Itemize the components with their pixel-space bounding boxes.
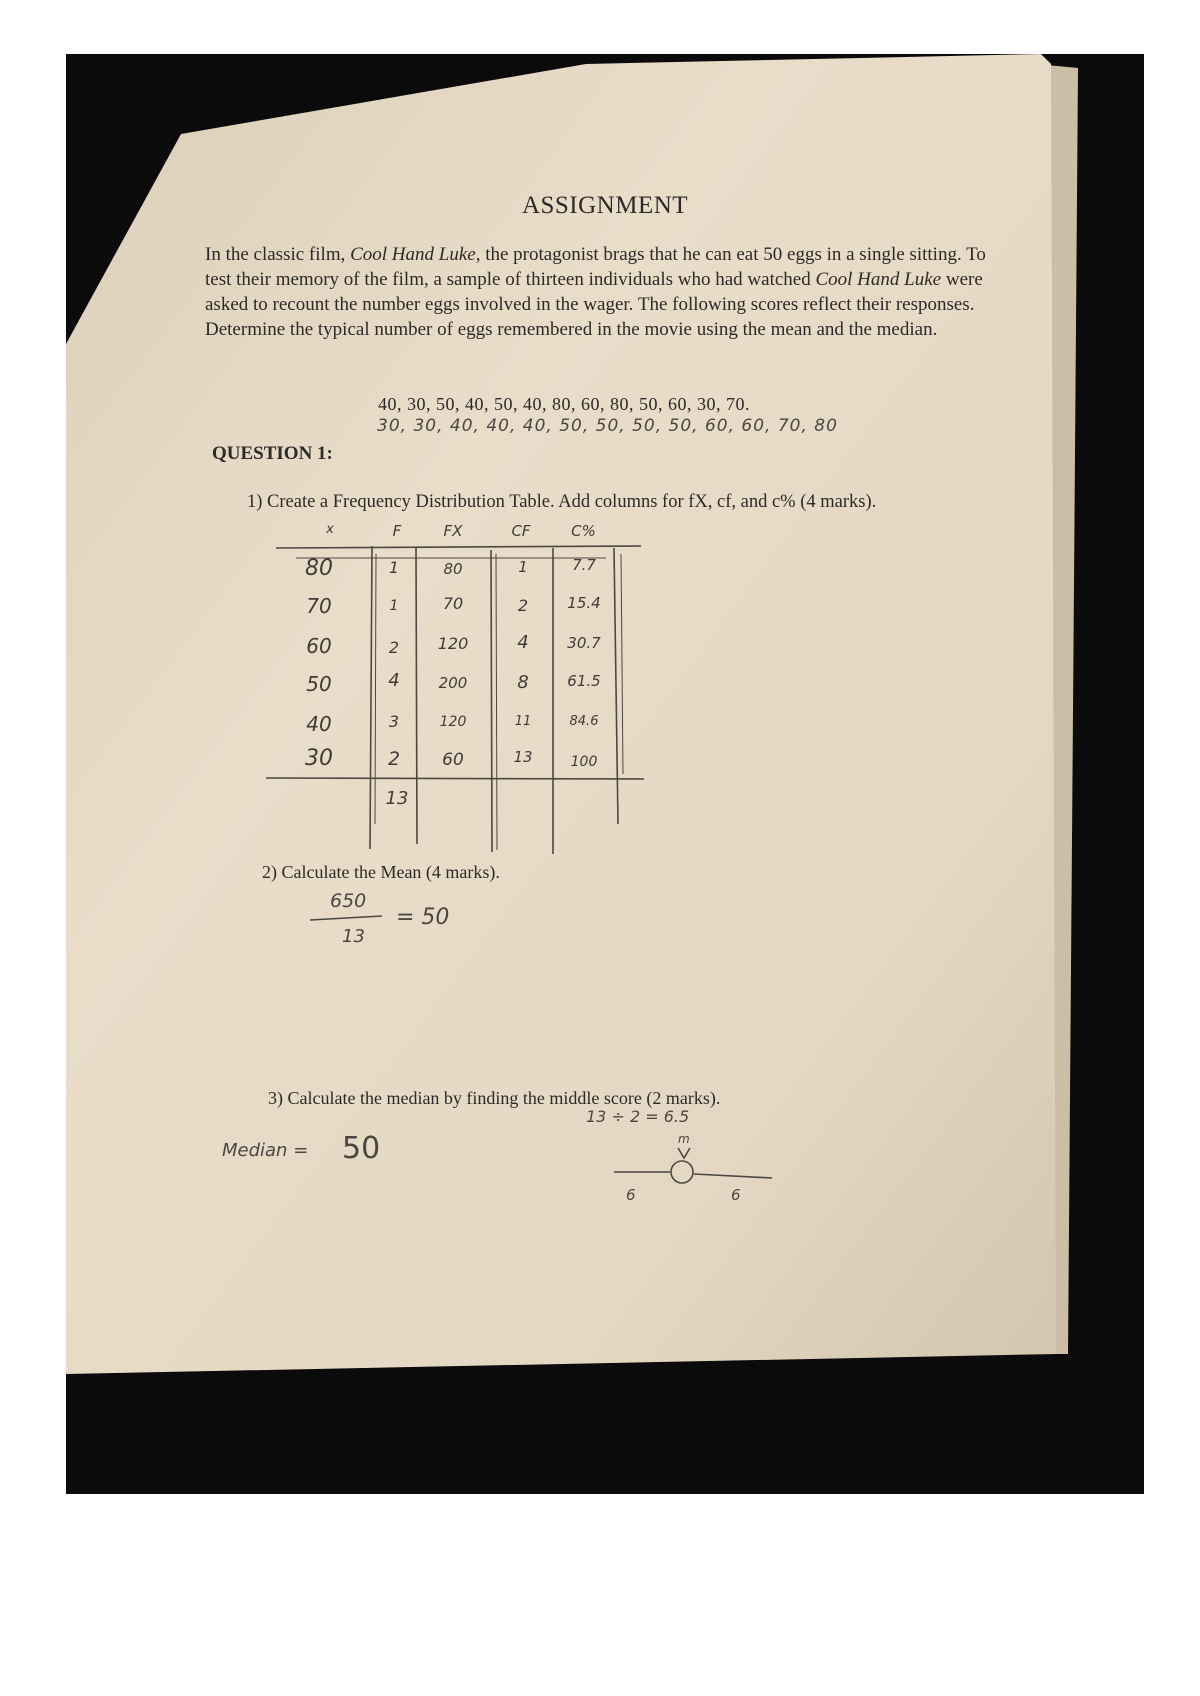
cell-cpct: 84.6 [569, 714, 599, 729]
table-header-cpct: C% [571, 522, 596, 540]
cell-cf: 1 [518, 558, 528, 576]
cell-x: 50 [306, 672, 332, 696]
intro-text-1: In the classic film, [205, 244, 351, 265]
median-marker-label: m [678, 1132, 690, 1146]
mean-result: = 50 [396, 905, 450, 930]
cell-f: 3 [388, 712, 400, 731]
median-right-count: 6 [731, 1186, 741, 1204]
cell-x: 40 [306, 712, 332, 736]
table-header-cf: CF [511, 522, 531, 540]
median-value: 50 [342, 1131, 381, 1166]
cell-cpct: 61.5 [567, 672, 601, 690]
cell-cf: 13 [513, 748, 533, 766]
cell-x: 30 [305, 746, 333, 771]
cell-cpct: 15.4 [567, 594, 601, 612]
cell-f: 2 [388, 638, 400, 657]
cell-cf: 4 [517, 632, 529, 653]
cell-x: 60 [306, 634, 332, 658]
cell-cf: 11 [514, 714, 532, 729]
cell-cpct: 7.7 [572, 556, 596, 574]
task-3-prompt: 3) Calculate the median by finding the middle score (2 marks). [268, 1088, 721, 1108]
task-2-prompt: 2) Calculate the Mean (4 marks). [262, 862, 500, 882]
intro-text-2: , the protagonist brags that he can eat 50 eggs in a single sitting. To test their memory of the film, a sample of thirteen individuals who had watched [205, 244, 986, 290]
cell-f: 1 [389, 598, 399, 614]
cell-cf: 8 [517, 672, 529, 693]
cell-x: 80 [305, 556, 333, 581]
cell-cf: 2 [517, 596, 529, 615]
cell-fx: 70 [442, 594, 464, 613]
median-number-line [66, 54, 1144, 1494]
table-header-f: F [392, 522, 402, 540]
film-title: Cool Hand Luke [350, 244, 476, 265]
question-1-label: QUESTION 1: [212, 443, 333, 464]
cell-cpct: 30.7 [567, 634, 601, 652]
film-title: Cool Hand Luke [815, 269, 942, 290]
mean-numerator: 650 [330, 890, 367, 912]
cell-f: 2 [387, 748, 401, 770]
table-total-f: 13 [385, 788, 409, 809]
assignment-title: ASSIGNMENT [521, 192, 689, 219]
median-label: Median = [222, 1140, 309, 1161]
table-header-fx: FX [443, 522, 463, 540]
task-1-prompt: 1) Create a Frequency Distribution Table. Add columns for fX, cf, and c% (4 marks). [247, 492, 877, 512]
table-header-x: x [326, 522, 334, 537]
cell-fx: 80 [443, 560, 463, 578]
intro-text-3: were asked to recount the number eggs involved in the wager. The following scores reflect their responses. Determine the typical number of eggs remembered in the movie using the mean and the median. [205, 269, 983, 340]
cell-f: 4 [388, 670, 400, 691]
cell-f: 1 [388, 558, 400, 577]
cell-fx: 120 [437, 634, 469, 653]
handwritten-sorted-scores: 30, 30, 40, 40, 40, 50, 50, 50, 50, 60, 60, 70, 80 [377, 416, 838, 436]
document-photo [66, 54, 1144, 1494]
mean-denominator: 13 [342, 926, 365, 947]
cell-x: 70 [306, 594, 332, 618]
printed-scores: 40, 30, 50, 40, 50, 40, 80, 60, 80, 50, 60, 30, 70. [378, 394, 750, 414]
cell-fx: 200 [438, 674, 468, 692]
median-left-count: 6 [626, 1186, 636, 1204]
median-calculation: 13 ÷ 2 = 6.5 [586, 1107, 690, 1126]
cell-fx: 60 [442, 750, 464, 770]
cell-cpct: 100 [570, 754, 598, 770]
cell-fx: 120 [439, 714, 467, 730]
median-circle [671, 1161, 693, 1183]
